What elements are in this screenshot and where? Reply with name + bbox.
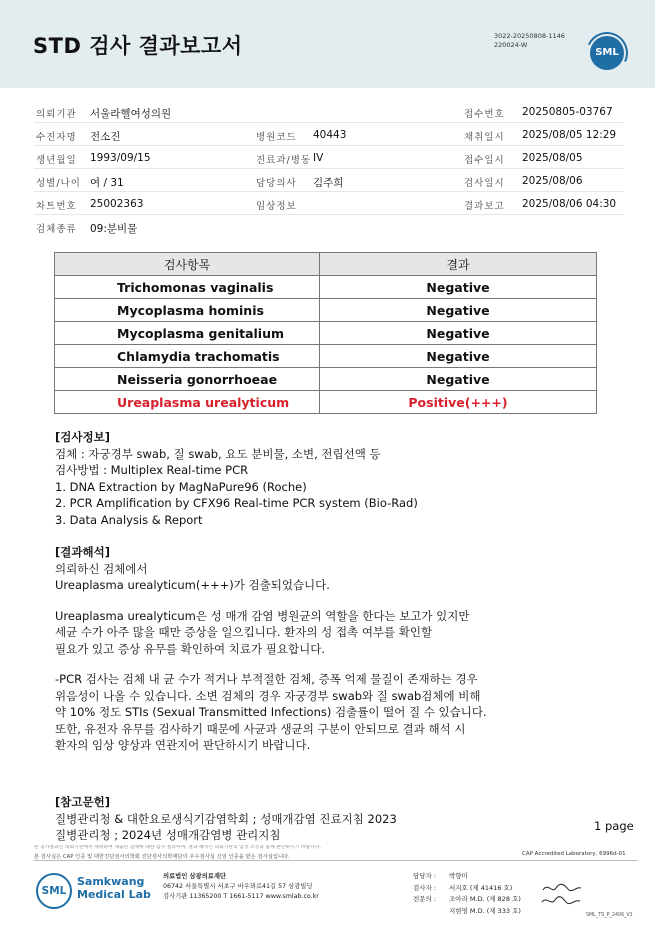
info-value: 2025/08/05 12:29 [522,129,617,141]
table-header-row [55,253,597,276]
test-result: Negative [320,322,597,345]
footer-logo-name-line-1: Samkwang [77,875,145,888]
document-code [494,32,565,49]
info-row [34,146,624,169]
spacer [55,594,487,608]
interpretation-line: 약 10% 정도 STIs (Sexual Transmitted Infections) 검출률이 떨어 질 수 있습니다. [55,705,487,719]
test-item: Neisseria gonorrhoeae [55,368,320,391]
footer-logo-name-line-2: Medical Lab [77,888,151,901]
staff-role: 담당자 : [413,872,437,880]
info-value: 서울라헬여성의원 [90,108,172,120]
interpretation-line: 의뢰하신 검체에서 [55,561,148,576]
document-code-line-2: 220024-W [494,40,528,49]
test-info-line: 검체 : 자궁경부 swab, 질 swab, 요도 분비물, 소변, 전립선액 등 [55,446,381,461]
footer-organization [163,872,319,902]
interpretation-line: 위음성이 나올 수 있습니다. 소변 검체의 경우 자궁경부 swab와 질 swab검체에 비해 [55,688,481,703]
staff-line [413,883,521,895]
org-address: 06742 서울특별시 서초구 바우뫼로41길 57 삼광빌딩 [163,883,313,890]
test-info-line: 1. DNA Extraction by MagNaPure96 (Roche) [55,479,307,494]
staff-line [413,871,521,883]
info-row [34,100,624,123]
test-info-line: 3. Data Analysis & Report [55,512,203,527]
section-heading: [검사정보] [55,430,110,444]
interpretation-line: Ureaplasma urealyticum(+++)가 검출되었습니다. [55,578,330,592]
info-value: 40443 [313,129,347,141]
staff-role: 전문의 : [413,895,437,903]
section-heading: [결과해석] [55,545,110,559]
footer-logo-name [77,875,151,901]
info-label: 수진자명 [36,132,77,143]
table-row [55,299,597,322]
test-item: Mycoplasma hominis [55,299,320,322]
reference-line: 질병관리청 ; 2024년 성매개감염병 관리지침 [55,828,281,842]
info-label: 검사일시 [464,178,505,189]
test-info-line: 2. PCR Amplification by CFX96 Real-time PCR system (Bio-Rad) [55,496,418,510]
report-header [0,0,655,88]
info-label: 검체종류 [36,224,77,235]
interpretation-section [55,544,487,754]
table-row [55,276,597,299]
form-code: SML_TS_P_2406_V1 [586,913,633,918]
info-value: 09:분비물 [90,223,138,235]
table-row [55,345,597,368]
column-header-result: 결과 [320,253,597,276]
info-label: 결과보고 [464,201,505,212]
report-title: STD 검사 결과보고서 [33,34,243,58]
test-item: Chlamydia trachomatis [55,345,320,368]
info-label: 채취일시 [464,132,505,143]
info-label: 생년월일 [36,155,77,166]
column-header-test-item: 검사항목 [55,253,320,276]
test-result: Positive(+++) [320,391,597,414]
table-row [55,368,597,391]
info-row [34,169,624,192]
footer-staff [413,871,521,917]
test-item: Ureaplasma urealyticum [55,391,320,414]
section-heading: [참고문헌] [55,795,110,809]
staff-name: 서지호 (제 41416 호) [449,883,513,892]
cap-accreditation: CAP Accredited Laboratory, 6996d-01 [522,851,626,857]
table-row-positive [55,391,597,414]
staff-name: 박향미 [449,872,468,880]
interpretation-line: 세균 수가 아주 많을 때만 증상을 일으킵니다. 환자의 성 접촉 여부를 확인할 [55,625,433,639]
staff-line [413,894,521,906]
info-value: 25002363 [90,198,144,210]
test-item: Trichomonas vaginalis [55,276,320,299]
test-result: Negative [320,299,597,322]
footer-logo-icon: SML [36,873,72,909]
test-item: Mycoplasma genitalium [55,322,320,345]
org-contact: 검사기관 11365200 T 1661-5117 www.smlab.co.kr [163,893,319,900]
page-number: 1 page [594,819,634,833]
info-label: 차트번호 [36,201,77,212]
staff-role: 검사자 : [413,883,437,892]
test-info-section [55,429,418,528]
info-value: 김주희 [313,177,344,189]
info-value: 전소진 [90,131,121,143]
staff-line [413,906,521,918]
test-result: Negative [320,276,597,299]
staff-name: 조아라 M.D. (제 828 호) [449,895,521,903]
info-label: 임상정보 [256,201,297,212]
info-value: 2025/08/06 [522,175,583,187]
test-info-line: 검사방법 : Multiplex Real-time PCR [55,463,249,477]
test-result: Negative [320,368,597,391]
interpretation-line: 또한, 유전자 유무를 검사하기 때문에 사균과 생균의 구분이 안되므로 결과 해석 시 [55,721,466,736]
interpretation-line: -PCR 검사는 검체 내 균 수가 적거나 부적절한 검체, 증폭 억제 물질이 존재하는 경우 [55,672,478,686]
spacer [55,657,487,671]
footer-divider [34,860,638,861]
info-row [34,215,624,238]
info-row [34,123,624,146]
info-label: 병원코드 [256,132,297,143]
org-name: 의료법인 삼광의료재단 [163,873,227,880]
info-row [34,192,624,215]
info-value: IV [313,152,324,164]
info-value: 여 / 31 [90,177,124,189]
info-label: 의뢰기관 [36,109,77,120]
info-label: 성별/나이 [36,178,81,189]
interpretation-line: 환자의 임상 양상과 연관지어 판단하시기 바랍니다. [55,738,311,752]
footer-disclaimer: 본 검사결과는 의뢰기관에서 채취하여 제출된 검체에 대한 검사 결과이며, 결과 해석은 의뢰기관의 임상 소견과 함께 판단하시기 바랍니다. [34,845,321,850]
info-value: 2025/08/06 04:30 [522,198,617,210]
references-section [55,794,397,844]
info-label: 진료과/병동 [256,155,312,166]
staff-name: 지현영 M.D. (제 333 호) [449,906,521,915]
info-label: 접수일시 [464,155,505,166]
sml-logo: SML [590,36,624,70]
reference-line: 질병관리청 & 대한요로생식기감염학회 ; 성매개감염 진료지침 2023 [55,811,397,826]
document-code-line-1: 3022-20250808-1146 [494,32,565,40]
info-value: 2025/08/05 [522,152,583,164]
signature-icon [540,880,584,908]
info-value: 20250805-03767 [522,106,613,118]
info-value: 1993/09/15 [90,152,151,164]
footer-accreditation-note: 본 검사실은 CAP 인증 및 대한진단검사의학회 진단검사의학재단의 우수검사실 신임 인증을 받은 검사실입니다. [34,854,290,860]
results-table [54,252,597,414]
table-row [55,322,597,345]
info-label: 담당의사 [256,178,297,189]
interpretation-line: Ureaplasma urealyticum은 성 매개 감염 병원균의 역할을 한다는 보고가 있지만 [55,608,470,623]
interpretation-line: 필요가 있고 증상 유무를 확인하여 치료가 필요합니다. [55,641,325,656]
info-label: 접수번호 [464,109,505,120]
test-result: Negative [320,345,597,368]
